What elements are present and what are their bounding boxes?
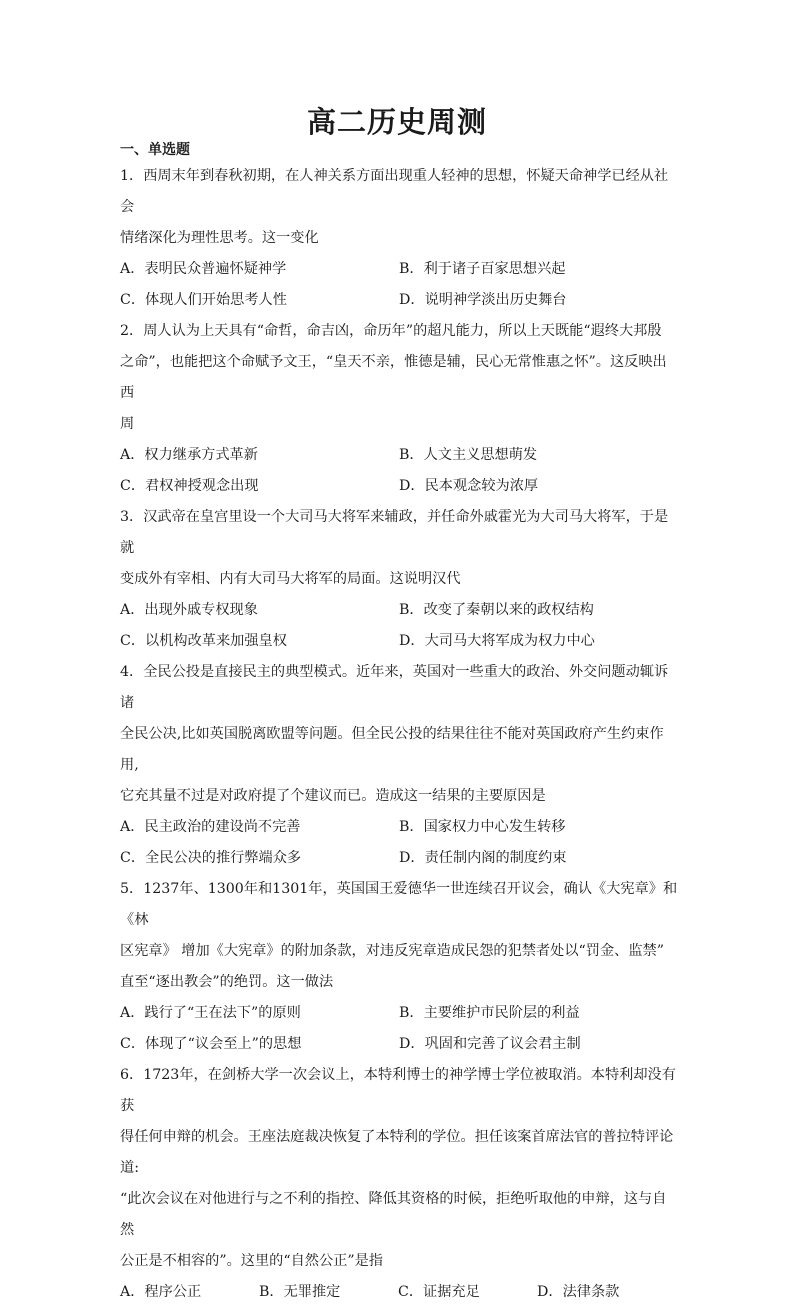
question-stem-line: 区宪章》 增加《大宪章》的附加条款，对违反宪章造成民怨的犯禁者处以“罚金、监禁” [120, 943, 664, 959]
option-row [120, 595, 678, 626]
question-stem-line: 它充其量不过是对政府提了个建议而已。造成这一结果的主要原因是 [120, 788, 546, 804]
question-stem-line: 之命”，也能把这个命赋予文王，“皇天不亲，惟德是辅，民心无常惟惠之怀”。这反映出西 [120, 354, 667, 401]
question-stem-line: “此次会议在对他进行与之不利的指控、降低其资格的时候，拒绝听取他的申辩，这与自然 [120, 1191, 667, 1238]
question-stem-line: 情绪深化为理性思考。这一变化 [120, 230, 319, 246]
option-d: D．说明神学淡出历史舞台 [399, 292, 567, 308]
option-row [120, 1029, 678, 1060]
option-b: B．主要维护市民阶层的利益 [399, 1005, 580, 1021]
option-d: D．责任制内阁的制度约束 [399, 850, 567, 866]
question-stem-line: 周 [120, 416, 135, 432]
option-c: C．全民公决的推行弊端众多 [120, 850, 302, 866]
question-stem-line: 3．汉武帝在皇宫里设一个大司马大将军来辅政，并任命外戚霍光为大司马大将军，于是就 [120, 509, 669, 556]
option-b: B．利于诸子百家思想兴起 [399, 261, 566, 277]
option-a: A．权力继承方式革新 [120, 447, 258, 463]
question-stem-line: 变成外有宰相、内有大司马大将军的局面。这说明汉代 [120, 571, 461, 587]
option-c: C．体现了“议会至上”的思想 [120, 1036, 302, 1052]
option-row [120, 254, 678, 285]
section-heading: 一、单选题 [120, 142, 190, 158]
option-row [120, 285, 678, 316]
question-stem-line: 全民公决,比如英国脱离欧盟等问题。但全民公投的结果往往不能对英国政府产生约束作用, [120, 726, 664, 773]
option-row [120, 998, 678, 1029]
option-d: D．大司马大将军成为权力中心 [399, 633, 595, 649]
page-title: 高二历史周测 [306, 105, 487, 139]
question-6 [120, 1060, 678, 1308]
option-c: C．证据充足 [398, 1284, 480, 1300]
question-5 [120, 874, 678, 1060]
option-c: C．君权神授观念出现 [120, 478, 259, 494]
option-a: A．出现外戚专权现象 [120, 602, 258, 618]
question-stem-line: 4．全民公投是直接民主的典型模式。近年来，英国对一些重大的政治、外交问题动辄诉诸 [120, 664, 669, 711]
question-stem-line: 2．周人认为上天具有“命哲，命吉凶，命历年”的超凡能力，所以上天既能“遐终大邦殷 [120, 323, 662, 339]
option-row [120, 843, 678, 874]
option-a: A．程序公正 [120, 1284, 202, 1300]
question-list [120, 161, 678, 1308]
option-c: C．以机构改革来加强皇权 [120, 633, 287, 649]
option-d: D．民本观念较为浓厚 [399, 478, 539, 494]
question-stem-line: 直至“逐出教会”的绝罚。这一做法 [120, 974, 334, 990]
option-row [120, 626, 678, 657]
question-1 [120, 161, 678, 316]
question-stem-line: 1．西周末年到春秋初期，在人神关系方面出现重人轻神的思想，怀疑天命神学已经从社会 [120, 168, 669, 215]
question-4 [120, 657, 678, 874]
question-2 [120, 316, 678, 502]
option-row [120, 812, 678, 843]
option-d: D．法律条款 [537, 1284, 620, 1300]
question-3 [120, 502, 678, 657]
option-row [120, 471, 678, 502]
option-row [120, 1277, 678, 1308]
option-a: A．民主政治的建设尚不完善 [120, 819, 301, 835]
option-c: C．体现人们开始思考人性 [120, 292, 287, 308]
option-b: B．人文主义思想萌发 [399, 447, 538, 463]
option-d: D．巩固和完善了议会君主制 [399, 1036, 581, 1052]
question-stem-line: 得任何申辩的机会。王座法庭裁决恢复了本特利的学位。担任该案首席法官的普拉特评论道: [120, 1129, 674, 1176]
option-a: A．践行了“王在法下”的原则 [120, 1005, 301, 1021]
option-b: B．国家权力中心发生转移 [399, 819, 566, 835]
option-b: B．无罪推定 [259, 1284, 341, 1300]
question-stem-line: 5．1237年、1300年和1301年，英国国王爱德华一世连续召开议会，确认《大宪章》和《林 [120, 881, 678, 928]
question-stem-line: 公正是不相容的”。这里的“自然公正”是指 [120, 1253, 383, 1269]
option-a: A．表明民众普遍怀疑神学 [120, 261, 287, 277]
question-stem-line: 6．1723年，在剑桥大学一次会议上，本特利博士的神学博士学位被取消。本特利却没有获 [120, 1067, 676, 1114]
option-row [120, 440, 678, 471]
option-b: B．改变了秦朝以来的政权结构 [399, 602, 594, 618]
